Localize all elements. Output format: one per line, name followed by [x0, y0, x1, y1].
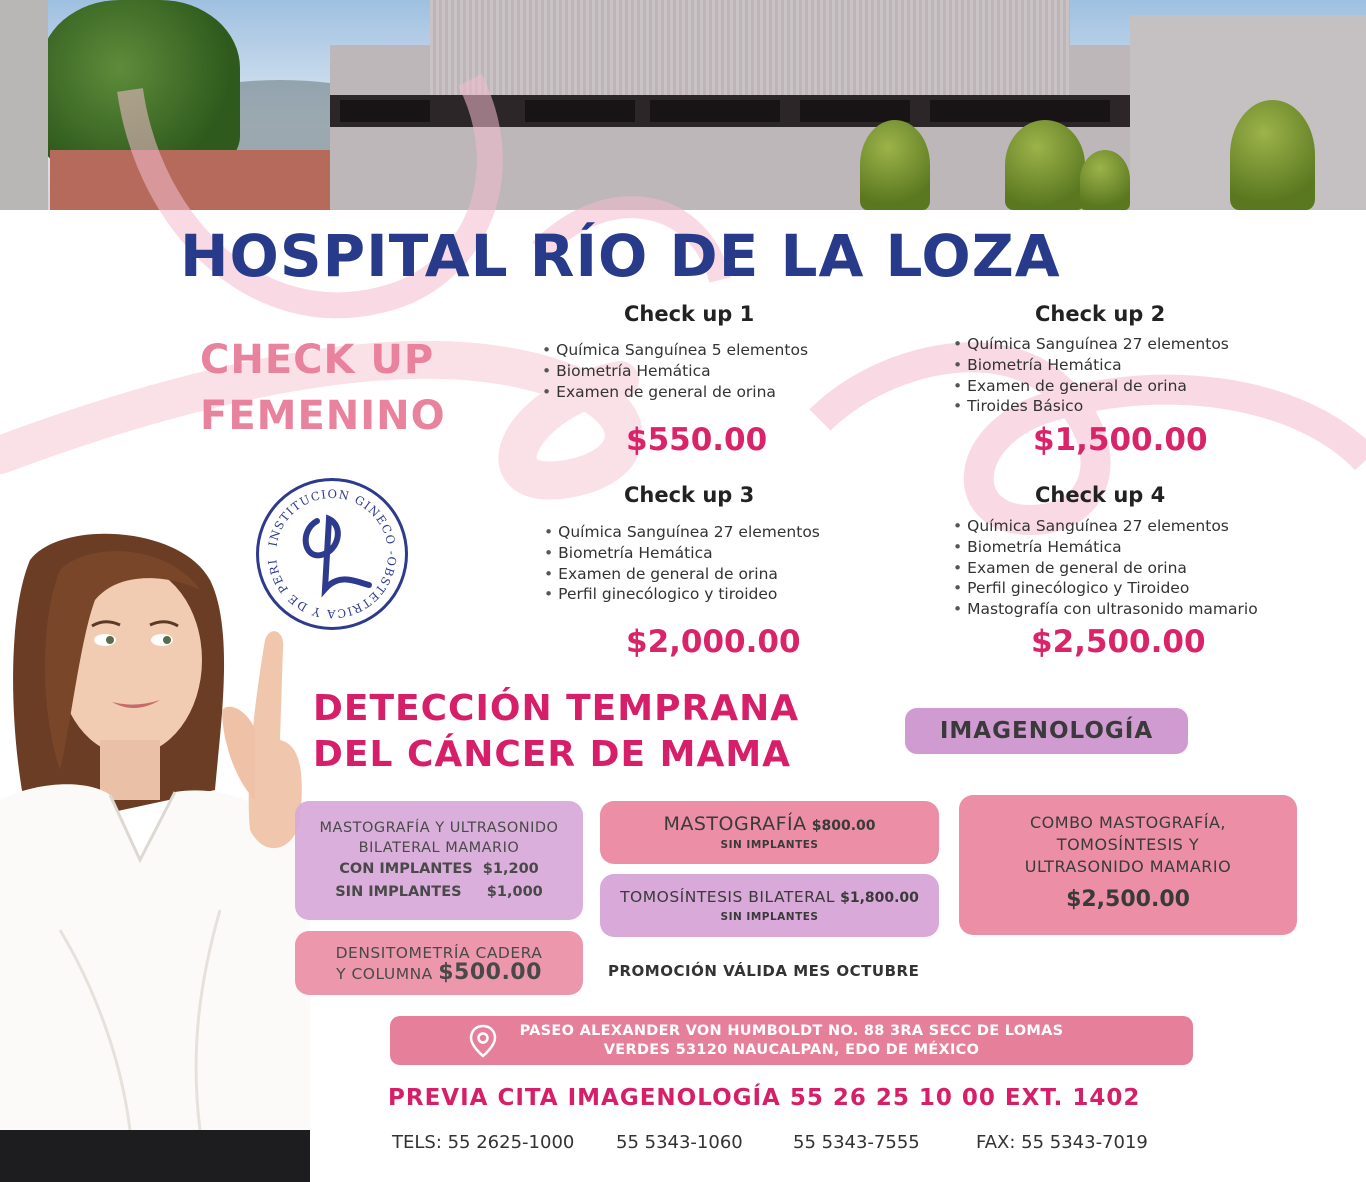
woman-pointing-illustration: [0, 530, 310, 1182]
without-implants-label: SIN IMPLANTES: [335, 883, 462, 900]
list-item: • Mastografía con ultrasonido mamario: [953, 599, 1258, 620]
address-bar: [390, 1016, 1193, 1065]
list-item: • Examen de general de orina: [953, 376, 1229, 397]
price-row: [339, 858, 539, 881]
list-item: • Tiroides Básico: [953, 396, 1229, 417]
location-pin-icon: [468, 1024, 498, 1058]
tomosynthesis-label: TOMOSÍNTESIS BILATERAL: [620, 888, 835, 906]
box-line: TOMOSÍNTESIS Y: [1056, 835, 1200, 854]
detection-line-2: DEL CÁNCER DE MAMA: [313, 734, 792, 775]
list-item: • Examen de general de orina: [544, 564, 820, 585]
mastography-row: [663, 814, 875, 838]
checkup-3-price: $2,000.00: [626, 624, 801, 660]
list-item: • Química Sanguínea 5 elementos: [542, 340, 808, 361]
box-line: COMBO MASTOGRAFÍA,: [1030, 813, 1226, 832]
checkup-1-items: [542, 340, 808, 402]
imagenologia-badge: IMAGENOLOGÍA: [905, 708, 1188, 754]
mastography-price: $800.00: [811, 817, 876, 834]
checkup-4-items: [953, 516, 1258, 620]
mastography-box: [600, 801, 939, 864]
list-item: • Biometría Hemática: [542, 361, 808, 382]
logo-ring-text: INSTITUCION GINECO -OBSTETRICA Y DE PERI: [265, 486, 400, 622]
tomosynthesis-row: [620, 887, 919, 910]
detection-line-1: DETECCIÓN TEMPRANA: [313, 688, 800, 729]
combo-price: $2,500.00: [1066, 887, 1190, 912]
tomosynthesis-price: $1,800.00: [840, 890, 919, 906]
list-item: • Perfil ginecólogico y Tiroideo: [953, 578, 1258, 599]
mastography-ultrasound-box: [295, 801, 583, 920]
checkup-4-title: Check up 4: [1035, 483, 1166, 507]
checkup-femenino-heading: [200, 332, 446, 444]
combo-box: [959, 795, 1297, 935]
early-detection-heading: [313, 686, 799, 778]
appointment-line: PREVIA CITA IMAGENOLOGÍA 55 26 25 10 00 EXT. 1402: [388, 1085, 1141, 1111]
list-item: • Examen de general de orina: [953, 558, 1258, 579]
checkup-4-price: $2,500.00: [1031, 624, 1206, 660]
list-item: • Química Sanguínea 27 elementos: [953, 334, 1229, 355]
checkup-1-title: Check up 1: [624, 302, 755, 326]
address-line-2: VERDES 53120 NAUCALPAN, EDO DE MÉXICO: [603, 1041, 980, 1058]
phone-tels: TELS: 55 2625-1000: [392, 1132, 575, 1153]
mastography-label: MASTOGRAFÍA: [663, 812, 807, 835]
with-implants-price: $1,200: [482, 860, 539, 877]
tomosynthesis-box: [600, 874, 939, 937]
box-line: MASTOGRAFÍA Y ULTRASONIDO: [319, 819, 559, 836]
list-item: • Perfil ginecólogico y tiroideo: [544, 584, 820, 605]
list-item: • Química Sanguínea 27 elementos: [953, 516, 1258, 537]
price-row: [335, 881, 543, 904]
with-implants-label: CON IMPLANTES: [339, 860, 473, 877]
hospital-building-photo: [0, 0, 1366, 210]
box-line: [336, 959, 542, 985]
box-line: ULTRASONIDO MAMARIO: [1024, 857, 1232, 876]
checkup-1-price: $550.00: [626, 422, 768, 458]
hospital-title: HOSPITAL RÍO DE LA LOZA: [180, 222, 1061, 290]
subtitle-line-1: CHECK UP: [200, 337, 435, 383]
box-line: DENSITOMETRÍA CADERA: [335, 943, 543, 962]
checkup-2-items: [953, 334, 1229, 417]
phone-3: 55 5343-7555: [793, 1132, 920, 1153]
checkup-2-title: Check up 2: [1035, 302, 1166, 326]
tomosynthesis-note: SIN IMPLANTES: [720, 911, 819, 923]
address-line-1: PASEO ALEXANDER VON HUMBOLDT NO. 88 3RA SECC DE LOMAS: [519, 1022, 1064, 1039]
checkup-3-title: Check up 3: [624, 483, 755, 507]
address-text: [520, 1022, 1064, 1060]
fax-number: FAX: 55 5343-7019: [976, 1132, 1148, 1153]
promo-note: PROMOCIÓN VÁLIDA MES OCTUBRE: [608, 962, 920, 980]
list-item: • Biometría Hemática: [953, 537, 1258, 558]
checkup-2-price: $1,500.00: [1033, 422, 1208, 458]
checkup-3-items: [544, 522, 820, 605]
phone-2: 55 5343-1060: [616, 1132, 743, 1153]
subtitle-line-2: FEMENINO: [200, 393, 446, 439]
without-implants-price: $1,000: [486, 883, 543, 900]
list-item: • Biometría Hemática: [544, 543, 820, 564]
densitometry-line-2: Y COLUMNA: [336, 964, 433, 983]
densitometry-box: [295, 931, 583, 995]
list-item: • Biometría Hemática: [953, 355, 1229, 376]
densitometry-price: $500.00: [438, 959, 542, 985]
list-item: • Examen de general de orina: [542, 382, 808, 403]
mastography-note: SIN IMPLANTES: [720, 838, 819, 851]
box-line: BILATERAL MAMARIO: [358, 839, 520, 856]
list-item: • Química Sanguínea 27 elementos: [544, 522, 820, 543]
